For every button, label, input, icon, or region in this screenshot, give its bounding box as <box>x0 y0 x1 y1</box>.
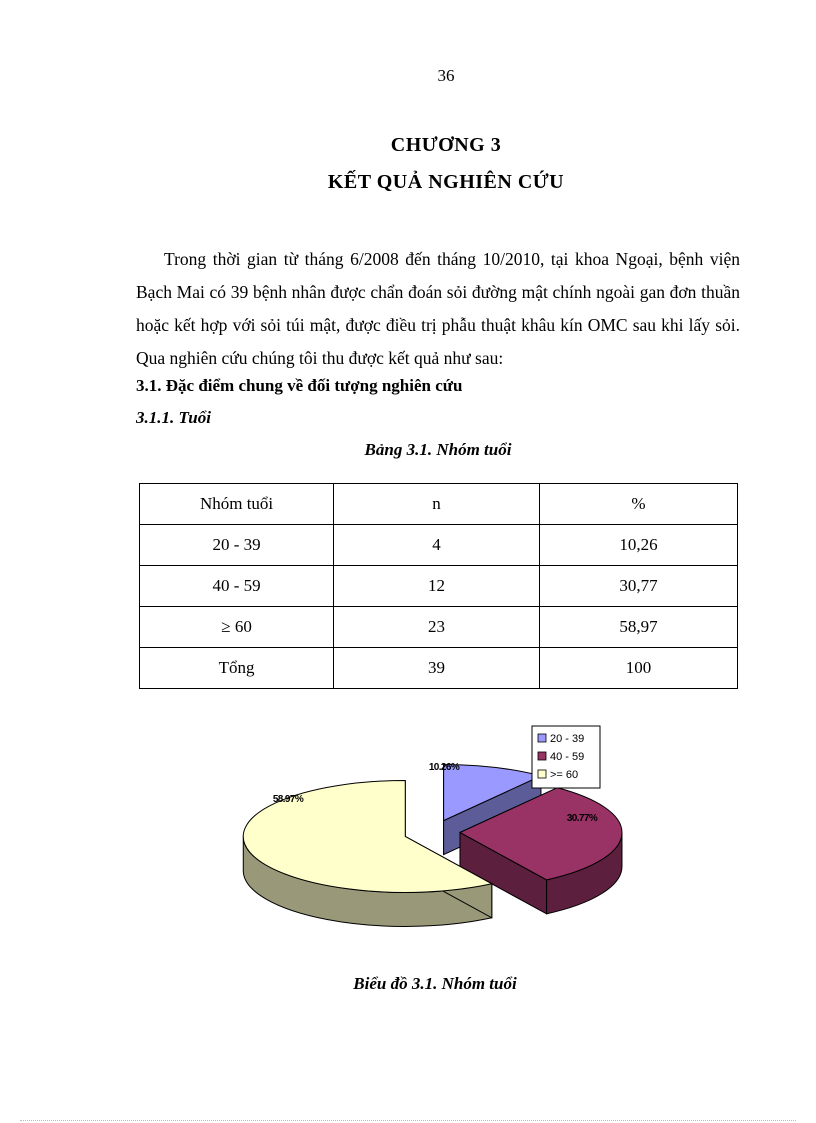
table-cell: 30,77 <box>539 566 737 607</box>
table-row <box>140 607 738 648</box>
legend-swatch <box>538 752 546 760</box>
table-row <box>140 525 738 566</box>
page-number: 36 <box>437 66 455 85</box>
legend-swatch <box>538 770 546 778</box>
table-header-cell: % <box>539 484 737 525</box>
table-cell: Tổng <box>140 648 334 689</box>
chapter-title: KẾT QUẢ NGHIÊN CỨU <box>327 171 565 193</box>
age-group-table <box>139 483 738 689</box>
pie-data-label: 10.26% <box>428 762 460 773</box>
table-caption: Bảng 3.1. Nhóm tuổi <box>364 440 512 459</box>
table-cell: 12 <box>334 566 540 607</box>
legend-label: 20 - 39 <box>550 733 585 745</box>
intro-paragraph: Trong thời gian từ tháng 6/2008 đến tháng 10/2010, tại khoa Ngoại, bệnh viện Bạch Mai có 39 bệnh nhân được chẩn đoán sỏi đường mật chính ngoài gan đơn thuần hoặc kết hợp với sỏi túi mật, được điều trị phẫu thuật khâu kín OMC sau khi lấy sỏi. Qua nghiên cứu chúng tôi thu được kết quả như sau: <box>136 249 740 368</box>
table-cell: 4 <box>334 525 540 566</box>
table-header-cell: n <box>334 484 540 525</box>
table-row <box>140 648 738 689</box>
pie-data-label: 58.97% <box>272 794 304 805</box>
table-cell: 100 <box>539 648 737 689</box>
table-cell: 39 <box>334 648 540 689</box>
section-heading: 3.1. Đặc điểm chung về đối tượng nghiên cứu <box>136 376 463 395</box>
pie-data-label: 30.77% <box>566 813 598 824</box>
chart-legend <box>532 726 600 788</box>
chart-caption: Biểu đồ 3.1. Nhóm tuổi <box>353 974 517 993</box>
table-cell: 20 - 39 <box>140 525 334 566</box>
legend-label: >= 60 <box>550 769 579 781</box>
table-header-cell: Nhóm tuổi <box>140 484 334 525</box>
table-cell: 23 <box>334 607 540 648</box>
table-cell: 10,26 <box>539 525 737 566</box>
table-cell: ≥ 60 <box>140 607 334 648</box>
subsection-heading: 3.1.1. Tuổi <box>136 408 211 427</box>
legend-label: 40 - 59 <box>550 751 585 763</box>
table-header-row <box>140 484 738 525</box>
age-group-pie-chart <box>240 720 640 940</box>
chapter-number: CHƯƠNG 3 <box>390 134 502 156</box>
table-row <box>140 566 738 607</box>
page-bottom-rule <box>20 1120 796 1121</box>
legend-swatch <box>538 734 546 742</box>
table-cell: 40 - 59 <box>140 566 334 607</box>
table-cell: 58,97 <box>539 607 737 648</box>
